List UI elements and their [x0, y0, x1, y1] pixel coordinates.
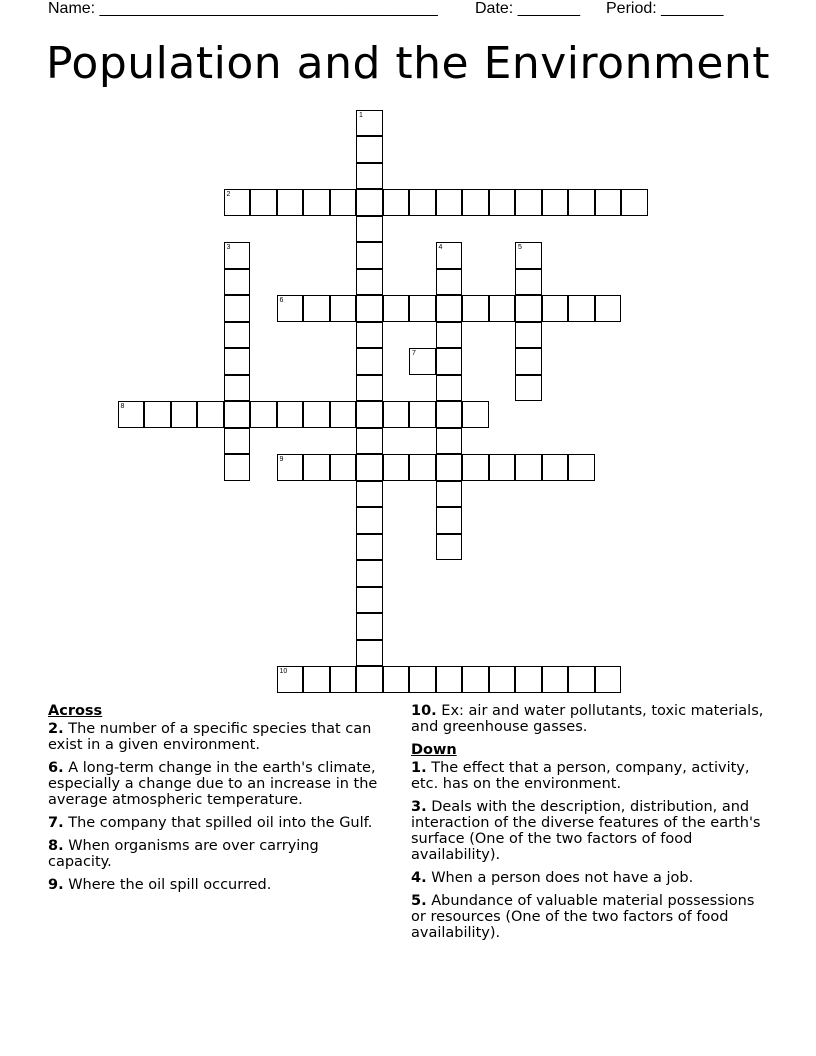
grid-cell[interactable]: [224, 189, 251, 216]
grid-cell[interactable]: [436, 428, 463, 455]
grid-cell[interactable]: [330, 189, 357, 216]
grid-cell[interactable]: [356, 375, 383, 402]
grid-cell[interactable]: [330, 295, 357, 322]
grid-cell[interactable]: [224, 269, 251, 296]
clue-number: 2: [226, 191, 231, 198]
clue-down-3: 3. Deals with the description, distribution, and interaction of the diverse features of the earth's surface (One of the two factors of food availability).: [411, 799, 761, 863]
grid-cell[interactable]: [356, 587, 383, 614]
grid-cell[interactable]: [224, 295, 251, 322]
grid-cell[interactable]: [303, 189, 330, 216]
grid-cell[interactable]: [515, 454, 542, 481]
clue-down-4: 4. When a person does not have a job.: [411, 870, 694, 886]
grid-cell[interactable]: [330, 401, 357, 428]
clue-number: 7: [412, 350, 416, 357]
right-clues: [411, 703, 771, 948]
grid-cell[interactable]: [595, 295, 622, 322]
grid-cell[interactable]: [224, 454, 251, 481]
grid-cell[interactable]: [409, 666, 436, 693]
grid-cell[interactable]: [436, 666, 463, 693]
grid-cell[interactable]: [356, 295, 383, 322]
grid-cell[interactable]: [383, 666, 410, 693]
grid-cell[interactable]: [462, 666, 489, 693]
clue-down-5: 5. Abundance of valuable material possessions or resources (One of the two factors of food availability).: [411, 893, 755, 941]
clue-number: 4: [438, 244, 443, 251]
grid-cell[interactable]: [356, 136, 383, 163]
grid-cell[interactable]: [409, 454, 436, 481]
grid-cell[interactable]: [330, 454, 357, 481]
grid-cell[interactable]: [144, 401, 171, 428]
grid-cell[interactable]: [409, 348, 436, 375]
grid-cell[interactable]: [515, 375, 542, 402]
grid-cell[interactable]: [356, 163, 383, 190]
grid-cell[interactable]: [356, 110, 383, 137]
grid-cell[interactable]: [436, 242, 463, 269]
grid-cell[interactable]: [436, 375, 463, 402]
grid-cell[interactable]: [515, 242, 542, 269]
grid-cell[interactable]: [436, 295, 463, 322]
grid-cell[interactable]: [515, 269, 542, 296]
grid-cell[interactable]: [515, 322, 542, 349]
grid-cell[interactable]: [436, 454, 463, 481]
clue-across-8: 8. When organisms are over carrying capacity.: [48, 838, 319, 870]
grid-cell[interactable]: [568, 454, 595, 481]
grid-cell[interactable]: [409, 401, 436, 428]
grid-cell[interactable]: [356, 613, 383, 640]
grid-cell[interactable]: [356, 189, 383, 216]
grid-cell[interactable]: [383, 454, 410, 481]
grid-cell[interactable]: [250, 189, 277, 216]
grid-cell[interactable]: [303, 454, 330, 481]
clue-across-2: 2. The number of a specific species that can exist in a given environment.: [48, 721, 372, 753]
grid-cell[interactable]: [224, 348, 251, 375]
grid-cell[interactable]: [383, 189, 410, 216]
grid-cell[interactable]: [356, 401, 383, 428]
clue-number: 1: [359, 111, 363, 119]
grid-cell[interactable]: [489, 666, 516, 693]
grid-cell[interactable]: [436, 401, 463, 428]
grid-cell[interactable]: [356, 428, 383, 455]
grid-cell[interactable]: [515, 666, 542, 693]
grid-cell[interactable]: [277, 454, 304, 481]
grid-cell[interactable]: [462, 401, 489, 428]
grid-cell[interactable]: [542, 666, 569, 693]
clue-number: 8: [120, 403, 125, 410]
grid-cell[interactable]: [224, 322, 251, 349]
grid-cell[interactable]: [542, 189, 569, 216]
grid-cell[interactable]: [568, 189, 595, 216]
grid-cell[interactable]: [356, 534, 383, 561]
grid-cell[interactable]: [356, 666, 383, 693]
grid-cell[interactable]: [303, 666, 330, 693]
grid-cell[interactable]: [224, 428, 251, 455]
grid-cell[interactable]: [330, 666, 357, 693]
grid-cell[interactable]: [595, 189, 622, 216]
grid-cell[interactable]: [303, 401, 330, 428]
date-field[interactable]: Date: _______: [475, 0, 580, 17]
grid-cell[interactable]: [197, 401, 224, 428]
grid-cell[interactable]: [383, 295, 410, 322]
grid-cell[interactable]: [489, 189, 516, 216]
clue-across-6: 6. A long-term change in the earth's climate, especially a change due to an increase in the average atmospheric temperature.: [48, 760, 378, 808]
grid-cell[interactable]: [515, 295, 542, 322]
grid-cell[interactable]: [224, 401, 251, 428]
grid-cell[interactable]: [356, 640, 383, 667]
grid-cell[interactable]: [356, 242, 383, 269]
grid-cell[interactable]: [436, 348, 463, 375]
grid-cell[interactable]: [436, 481, 463, 508]
grid-cell[interactable]: [277, 401, 304, 428]
grid-cell[interactable]: [277, 189, 304, 216]
clue-number: 5: [518, 244, 522, 251]
grid-cell[interactable]: [436, 507, 463, 534]
grid-cell[interactable]: [436, 189, 463, 216]
clue-down-1: 1. The effect that a person, company, activity, etc. has on the environment.: [411, 760, 750, 792]
grid-cell[interactable]: [356, 481, 383, 508]
grid-cell[interactable]: [171, 401, 198, 428]
grid-cell[interactable]: [356, 560, 383, 587]
grid-cell[interactable]: [383, 401, 410, 428]
grid-cell[interactable]: [356, 507, 383, 534]
grid-cell[interactable]: [462, 295, 489, 322]
grid-cell[interactable]: [462, 454, 489, 481]
grid-cell[interactable]: [436, 269, 463, 296]
grid-cell[interactable]: [356, 348, 383, 375]
grid-cell[interactable]: [568, 295, 595, 322]
period-field[interactable]: Period: _______: [606, 0, 724, 17]
grid-cell[interactable]: [303, 295, 330, 322]
across-heading: Across: [48, 703, 103, 719]
grid-cell[interactable]: [515, 189, 542, 216]
grid-cell[interactable]: [356, 216, 383, 243]
name-field[interactable]: Name: ______________________________________: [48, 0, 438, 17]
grid-cell[interactable]: [568, 666, 595, 693]
grid-cell[interactable]: [542, 295, 569, 322]
grid-cell[interactable]: [489, 295, 516, 322]
grid-cell[interactable]: [356, 269, 383, 296]
grid-cell[interactable]: [621, 189, 648, 216]
down-heading: Down: [411, 742, 457, 758]
grid-cell[interactable]: [489, 454, 516, 481]
grid-cell[interactable]: [277, 295, 304, 322]
grid-cell[interactable]: [224, 375, 251, 402]
grid-cell[interactable]: [436, 534, 463, 561]
grid-cell[interactable]: [515, 348, 542, 375]
clue-number: 3: [226, 244, 231, 251]
grid-cell[interactable]: [409, 189, 436, 216]
clue-across-10: 10. Ex: air and water pollutants, toxic materials, and greenhouse gasses.: [411, 703, 764, 735]
clue-across-7: 7. The company that spilled oil into the Gulf.: [48, 815, 373, 831]
across-clues: [48, 703, 383, 900]
clue-number: 10: [279, 668, 288, 675]
grid-cell[interactable]: [250, 401, 277, 428]
grid-cell[interactable]: [277, 666, 304, 693]
grid-cell[interactable]: [409, 295, 436, 322]
grid-cell[interactable]: [436, 322, 463, 349]
grid-cell[interactable]: [542, 454, 569, 481]
grid-cell[interactable]: [356, 454, 383, 481]
grid-cell[interactable]: [356, 322, 383, 349]
clue-number: 9: [279, 456, 284, 463]
grid-cell[interactable]: [118, 401, 145, 428]
grid-cell[interactable]: [224, 242, 251, 269]
grid-cell[interactable]: [462, 189, 489, 216]
grid-cell[interactable]: [595, 666, 622, 693]
clue-across-9: 9. Where the oil spill occurred.: [48, 877, 272, 893]
page-title: Population and the Environment: [45, 38, 771, 89]
clue-number: 6: [279, 297, 284, 304]
